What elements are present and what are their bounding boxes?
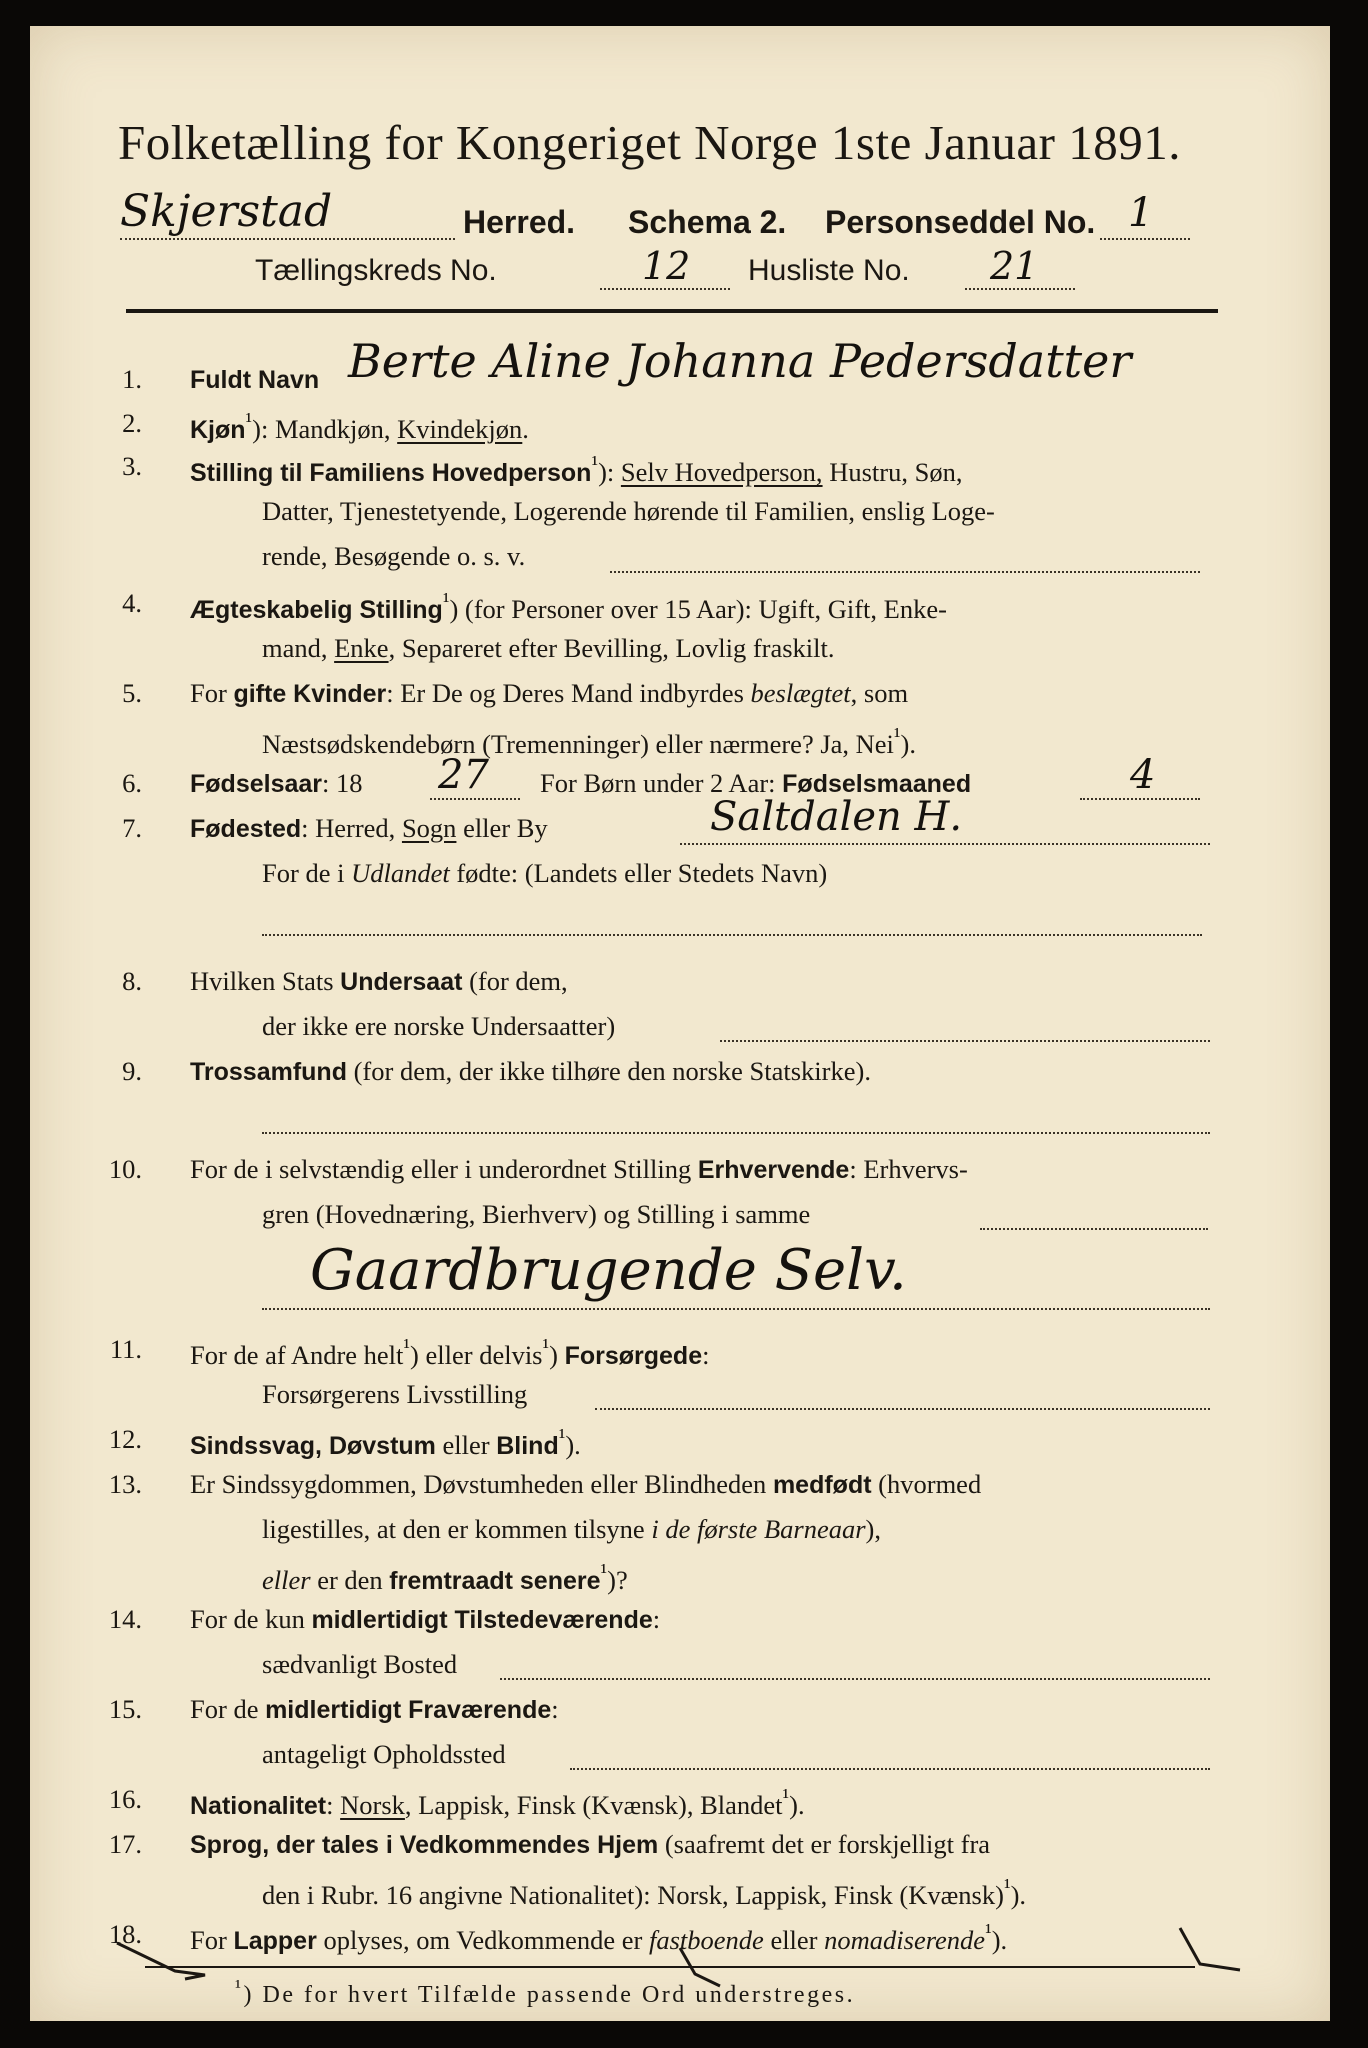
q10-rest: : Erhvervs- (849, 1154, 968, 1184)
q6-year-handwritten: 27 (438, 752, 489, 798)
q4-line2b: , Separeret efter Bevilling, Lovlig fraskilt. (388, 633, 835, 663)
husliste-label: Husliste No. (748, 254, 910, 287)
q11-pre: For de af Andre helt (190, 1339, 404, 1370)
corner-mark-left (115, 1941, 215, 1991)
q4-label: Ægteskabelig Stilling (190, 595, 443, 624)
q16-number: 16. (108, 1784, 142, 1814)
q7-rest: : Herred, (301, 813, 402, 843)
q12-label2: Blind (496, 1431, 559, 1460)
q12-label: Sindssvag, Døvstum (190, 1431, 436, 1460)
q11-mid: ) eller delvis (410, 1339, 543, 1370)
q11-number: 11. (109, 1334, 142, 1364)
q3-dotted-line (610, 571, 1200, 573)
q15-label: midlertidigt Fraværende (265, 1696, 552, 1724)
q13-label3: fremtraadt senere (389, 1566, 601, 1595)
q17-row (190, 1829, 990, 1860)
q5-sup: ¹ (893, 723, 901, 748)
personseddel-number: 1 (1128, 190, 1154, 236)
q8-dotted-line (720, 1040, 1210, 1042)
footnote (235, 1976, 855, 2009)
q15-dotted-line (570, 1768, 1210, 1770)
q6-rest: : 18 (322, 768, 363, 798)
q6-month-dotted-line (1080, 798, 1200, 800)
q13-line2b: ), (865, 1514, 881, 1544)
q1-row (190, 364, 319, 395)
q17-line2-row (262, 1874, 1026, 1911)
q16-rest: : (326, 1789, 341, 1820)
q11-label: Forsørgede (564, 1341, 703, 1370)
kreds-dotted-line (600, 288, 730, 290)
kreds-number: 12 (642, 244, 691, 288)
footnote-text: ) De for hvert Tilfælde passende Ord understreges. (243, 1982, 856, 2008)
q5-line2: Næstsødskendebørn (Tremenninger) eller nærmere? Ja, Nei (262, 728, 894, 759)
q17-end: ). (1010, 1879, 1027, 1910)
q6-row (190, 768, 363, 799)
q10-number: 10. (108, 1154, 142, 1184)
q6-number: 6. (122, 768, 142, 798)
q12-end: ). (565, 1429, 581, 1460)
q7-foreign-dotted-line (262, 934, 1202, 936)
q18-italic: fastboende (649, 1924, 764, 1955)
q1-full-name-value: Berte Aline Johanna Pedersdatter (348, 334, 1132, 388)
q5-pre: For (190, 678, 234, 708)
q10-occupation-dotted-line (262, 1308, 1210, 1310)
q10-occupation-handwritten: Gaardbrugende Selv. (310, 1238, 907, 1303)
q17-label: Sprog, der tales i Vedkommendes Hjem (190, 1831, 659, 1859)
herred-label: Herred. (463, 204, 576, 240)
q7-underlined-choice: Sogn (401, 813, 457, 843)
q16-label: Nationalitet (190, 1791, 327, 1820)
q1-label: Fuldt Navn (190, 366, 320, 394)
q1-number: 1. (122, 364, 142, 394)
q18-end: ). (991, 1924, 1008, 1955)
q12-sup: ¹ (558, 1424, 566, 1449)
q8-number: 8. (122, 966, 142, 996)
q17-rest: (saafremt det er forskjelligt fra (658, 1829, 991, 1859)
q14-label: midlertidigt Tilstedeværende (311, 1606, 653, 1634)
q6-label: Fødselsaar (190, 770, 323, 798)
q14-line2: sædvanligt Bosted (262, 1649, 458, 1679)
q18-rest: oplyses, om Vedkommende er (316, 1924, 649, 1955)
q18-sup: ¹ (985, 1919, 992, 1944)
q4-rest: ) (for Personer over 15 Aar): Ugift, Gift, Enke- (449, 593, 947, 624)
q7-line2b: fødte: (Landets eller Stedets Navn) (449, 858, 828, 888)
q12-number: 12. (108, 1424, 142, 1454)
q7-dotted-line (680, 843, 1210, 845)
husliste-dotted-line (965, 288, 1075, 290)
q13-line3 (262, 1559, 628, 1596)
q11-sup2: ¹ (542, 1334, 550, 1359)
q13-line3a: er den (310, 1564, 390, 1595)
q15-end: : (551, 1694, 559, 1724)
q11-mid2: ) (549, 1339, 565, 1370)
q16-row (190, 1784, 805, 1821)
q5-label: gifte Kvinder (233, 680, 387, 708)
q3-sup: ¹ (591, 451, 599, 476)
q9-label: Trossamfund (190, 1058, 347, 1086)
q5-end: ). (900, 728, 916, 759)
q5-number: 5. (122, 678, 142, 708)
corner-mark-right (1170, 1926, 1260, 1986)
personseddel-dotted-line (1100, 238, 1190, 240)
q7-line2 (262, 858, 827, 889)
q14-dotted-line (500, 1678, 1210, 1680)
q4-line2 (262, 633, 835, 664)
q17-number: 17. (108, 1829, 142, 1859)
q8-rest: (for dem, (462, 966, 568, 996)
q7-birthplace-handwritten: Saltdalen H. (710, 794, 963, 840)
q2-rest: ): Mandkjøn, (252, 413, 398, 444)
q14-number: 14. (108, 1604, 142, 1634)
q4-sup: ¹ (442, 588, 450, 613)
q13-line2 (262, 1514, 881, 1545)
q13-line2a: ligestilles, at den er kommen tilsyne (262, 1514, 652, 1544)
q10-dotted-line (980, 1228, 1208, 1230)
census-form-sheet (30, 26, 1330, 2021)
personseddel-label: Personseddel No. (825, 204, 1096, 240)
q2-number: 2. (122, 408, 142, 438)
header-rule (126, 309, 1218, 313)
q3-underlined-choice: Selv Hovedperson, (620, 456, 823, 487)
q11-end: : (702, 1339, 710, 1370)
q15-number: 15. (108, 1694, 142, 1724)
q6-month-handwritten: 4 (1130, 752, 1156, 798)
corner-mark-center (650, 1946, 730, 1996)
q18-row (190, 1919, 1007, 1956)
q5-row (190, 678, 908, 709)
q18-rest2: eller (763, 1924, 825, 1955)
q10-line2: gren (Hovednæring, Bierhverv) og Stilling i samme (262, 1199, 811, 1229)
q15-line2: antageligt Opholdssted (262, 1739, 506, 1769)
form-title: Folketælling for Kongeriget Norge 1ste Januar 1891. (118, 115, 1181, 170)
q7-label: Fødested (190, 815, 302, 843)
q13-label: medfødt (772, 1471, 872, 1499)
q11-row (190, 1334, 709, 1371)
q3-rest2: Hustru, Søn, (822, 456, 963, 487)
q11-dotted-line (595, 1408, 1210, 1410)
q9-dotted-line (262, 1132, 1210, 1134)
q7-row (190, 813, 548, 844)
q13-pre: Er Sindssygdommen, Døvstumheden eller Blindheden (190, 1469, 773, 1499)
q15-row (190, 1694, 559, 1725)
q4-line2a: mand, (262, 633, 335, 663)
q11-line2: Forsørgerens Livsstilling (262, 1379, 528, 1409)
schema-label: Schema 2. (628, 204, 787, 240)
q12-rest: eller (435, 1429, 497, 1460)
q3-line3: rende, Besøgende o. s. v. (262, 541, 526, 571)
q13-number: 13. (108, 1469, 142, 1499)
q18-italic2: nomadiserende (824, 1924, 986, 1955)
q15-pre: For de (190, 1694, 266, 1724)
q5-rest: : Er De og Deres Mand indbyrdes (386, 678, 751, 708)
q2-end: . (522, 413, 529, 444)
footnote-sup: ¹ (235, 1976, 244, 1998)
q8-label: Undersaat (340, 968, 463, 996)
q7-line2a: For de i (262, 858, 352, 888)
q10-label: Erhvervende (697, 1156, 850, 1184)
q2-underlined-choice: Kvindekjøn (397, 413, 523, 444)
q10-pre: For de i selvstændig eller i underordnet Stilling (190, 1154, 698, 1184)
q11-sup: ¹ (403, 1334, 411, 1359)
q3-row (190, 451, 962, 488)
q17-sup: ¹ (1003, 1874, 1011, 1899)
q8-row (190, 966, 568, 997)
q4-underlined-choice: Enke (334, 633, 389, 663)
husliste-number: 21 (990, 244, 1039, 288)
q8-pre: Hvilken Stats (190, 966, 341, 996)
q13-sup: ¹ (600, 1559, 608, 1584)
q12-row (190, 1424, 581, 1461)
q13-line2-italic: i de første Barneaar (651, 1514, 866, 1544)
q10-row (190, 1154, 968, 1185)
q2-sup: ¹ (245, 408, 253, 433)
q5-italic: beslægtet (750, 678, 851, 708)
q14-row (190, 1604, 660, 1635)
q4-number: 4. (122, 588, 142, 618)
q5-line2-row (262, 723, 916, 760)
q5-rest2: , som (850, 678, 909, 708)
q7-line2-italic: Udlandet (351, 858, 450, 888)
q3-rest: ): (598, 456, 621, 487)
q3-line2: Datter, Tjenestetyende, Logerende hørende til Familien, enslig Loge- (262, 496, 995, 526)
q16-underlined-choice: Norsk (340, 1789, 405, 1820)
q6-label2: Fødselsmaaned (782, 770, 972, 798)
q9-number: 9. (122, 1056, 142, 1086)
q17-line2: den i Rubr. 16 angivne Nationalitet): Norsk, Lappisk, Finsk (Kvænsk) (262, 1879, 1004, 1910)
q6-year-dotted-line (430, 798, 520, 800)
q3-number: 3. (122, 451, 142, 481)
q7-rest2: eller By (456, 813, 548, 843)
q13-end: )? (607, 1564, 628, 1595)
q16-end: ). (789, 1789, 805, 1820)
q13-line3-italic: eller (262, 1564, 311, 1595)
q6-rest2: For Børn under 2 Aar: (540, 768, 783, 798)
q4-row (190, 588, 947, 625)
q18-pre: For (190, 1924, 234, 1955)
herred-dotted-line (120, 238, 455, 240)
q16-rest2: , Lappisk, Finsk (Kvænsk), Blandet (404, 1789, 783, 1820)
q8-line2: der ikke ere norske Undersaatter) (262, 1011, 616, 1041)
q3-label: Stilling til Familiens Hovedperson (190, 458, 592, 487)
q18-label: Lapper (233, 1926, 317, 1955)
q9-rest: (for dem, der ikke tilhøre den norske Statskirke). (346, 1056, 871, 1086)
q14-pre: For de kun (190, 1604, 312, 1634)
q13-rest: (hvormed (871, 1469, 982, 1499)
herred-name-handwritten: Skjerstad (120, 186, 333, 237)
q7-number: 7. (122, 813, 142, 843)
q13-row (190, 1469, 981, 1500)
q2-row (190, 408, 529, 445)
kreds-label: Tællingskreds No. (255, 254, 497, 287)
q9-row (190, 1056, 871, 1087)
q2-label: Kjøn (190, 415, 246, 444)
q14-end: : (652, 1604, 661, 1634)
q18-number: 18. (108, 1919, 142, 1949)
q16-sup: ¹ (782, 1784, 790, 1809)
